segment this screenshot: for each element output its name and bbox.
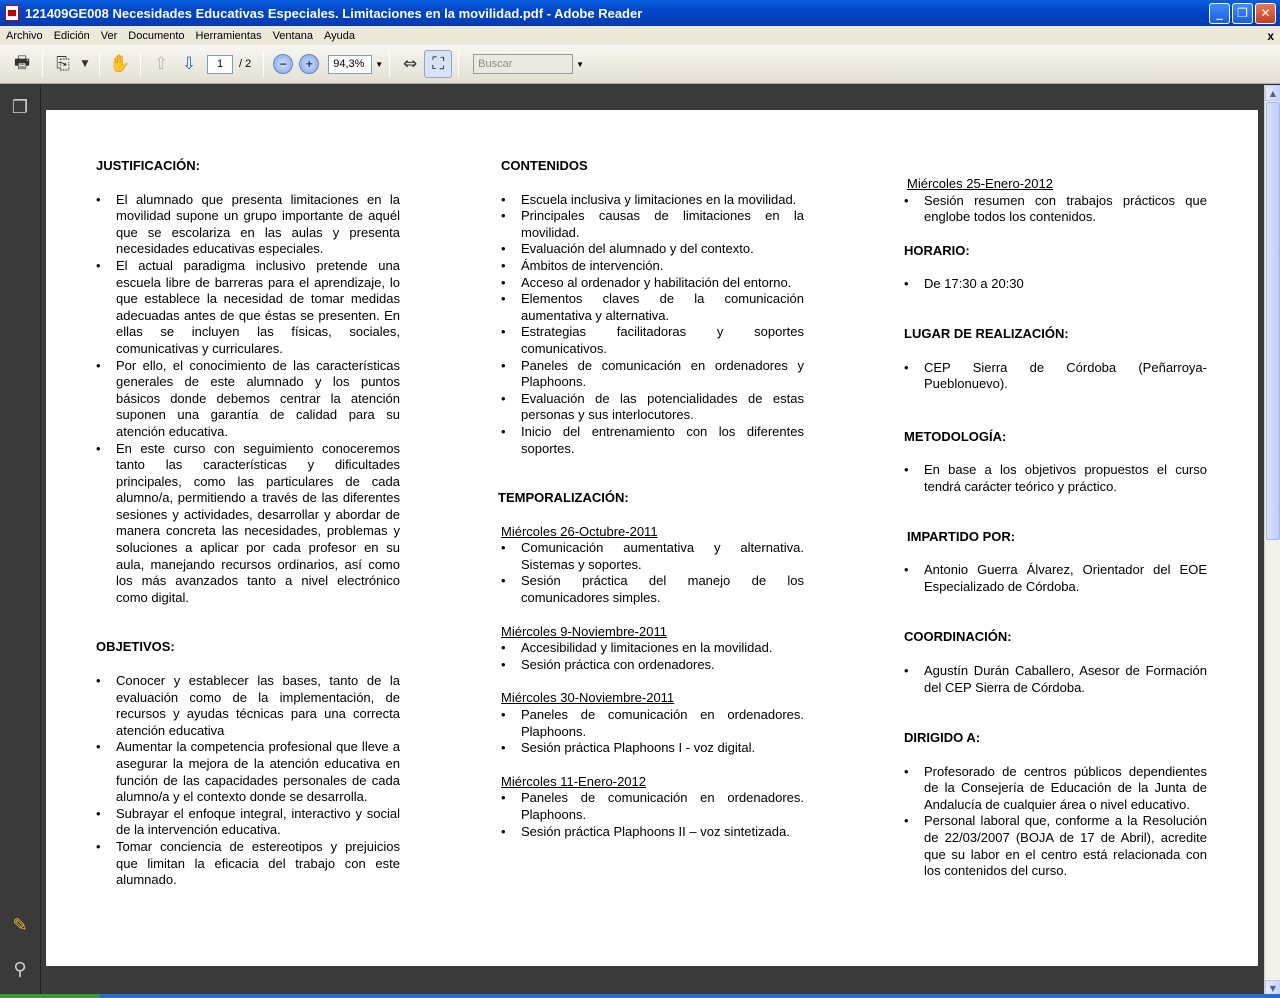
list-item: • Acceso al ordenador y habilitación del entorno. — [501, 275, 804, 292]
navigation-pane — [0, 85, 41, 998]
document-viewer[interactable] — [41, 85, 1264, 998]
menu-ayuda[interactable]: Ayuda — [323, 29, 355, 42]
search-input[interactable]: Buscar — [473, 54, 573, 74]
title-bar — [0, 0, 1280, 26]
heading-coordinacion: COORDINACIÓN: — [904, 629, 1012, 645]
list-item: • Accesibilidad y limitaciones en la movilidad. — [501, 640, 804, 657]
hand-tool-icon: ✋ — [109, 54, 131, 74]
session-list — [501, 707, 804, 757]
list-item: • Profesorado de centros públicos dependientes de la Consejería de Educación de la Junta de Andalucía de cualquier área o nivel educativo. — [904, 764, 1207, 814]
menu-edicion[interactable]: Edición — [53, 29, 90, 42]
toolbar-separator — [140, 51, 141, 77]
session-date: Miércoles 9-Noviembre-2011 — [501, 623, 667, 639]
close-button[interactable]: ✕ — [1255, 3, 1276, 24]
list-item: • Escuela inclusiva y limitaciones en la movilidad. — [501, 192, 804, 209]
objetivos-list — [96, 673, 400, 889]
vertical-scrollbar[interactable] — [1264, 85, 1280, 998]
list-item: • Sesión resumen con trabajos prácticos que englobe todos los contenidos. — [904, 193, 1207, 226]
lugar-text: • CEP Sierra de Córdoba (Peñarroya-Pueblonuevo). — [904, 360, 1207, 393]
session-list — [501, 640, 804, 673]
fit-page-icon[interactable]: ⛶ — [424, 50, 452, 78]
list-item: • Evaluación del alumnado y del contexto. — [501, 241, 804, 258]
fit-width-icon[interactable]: ⇔ — [403, 54, 418, 74]
comments-icon[interactable]: ✎ — [12, 915, 28, 936]
list-item: • Estrategias facilitadoras y soportes comunicativos. — [501, 324, 804, 357]
previous-page-icon[interactable]: ⇧ — [153, 54, 169, 74]
toolbar-separator — [263, 51, 264, 77]
dirigido-list — [904, 764, 1207, 880]
toolbar-separator — [99, 51, 100, 77]
search-dropdown-icon[interactable]: ▼ — [576, 59, 585, 69]
session-list — [501, 790, 804, 840]
justificacion-list — [96, 192, 400, 607]
menu-documento[interactable]: Documento — [128, 29, 185, 42]
list-item: • Elementos claves de la comunicación aumentativa y alternativa. — [501, 291, 804, 324]
heading-temporalizacion: TEMPORALIZACIÓN: — [498, 490, 629, 506]
menu-herramientas[interactable]: Herramientas — [195, 29, 262, 42]
list-item: • Subrayar el enfoque integral, interactivo y social de la intervención educativa. — [96, 806, 400, 839]
list-item: • Personal laboral que, conforme a la Resolución de 22/03/2007 (BOJA de 17 de Abril), acredite que su labor en el centro está relacionada con los contenidos del curso. — [904, 813, 1207, 879]
menu-archivo[interactable]: Archivo — [6, 29, 43, 42]
session-list — [501, 540, 804, 606]
list-item: • Paneles de comunicación en ordenadores. Plaphoons. — [501, 707, 804, 740]
scroll-down-icon[interactable]: ▼ — [1265, 980, 1280, 996]
zoom-dropdown-icon[interactable]: ▼ — [375, 59, 384, 69]
pdf-icon — [5, 5, 19, 21]
menu-ver[interactable]: Ver — [100, 29, 118, 42]
heading-lugar: LUGAR DE REALIZACIÓN: — [904, 325, 1069, 341]
heading-justificacion: JUSTIFICACIÓN: — [96, 158, 200, 173]
zoom-out-icon[interactable]: − — [273, 54, 293, 74]
session-date: Miércoles 30-Noviembre-2011 — [501, 690, 675, 706]
zoom-input[interactable]: 94,3% — [328, 55, 372, 74]
toolbar-separator — [389, 51, 390, 77]
list-item: • Sesión práctica del manejo de los comunicadores simples. — [501, 573, 804, 606]
share-icon[interactable]: ⎘ — [56, 54, 70, 74]
window-title: 121409GE008 Necesidades Educativas Especiales. Limitaciones en la movilidad.pdf - Adobe Reader — [25, 5, 643, 21]
list-item: • Paneles de comunicación en ordenadores. Plaphoons. — [501, 790, 804, 823]
session-date: Miércoles 25-Enero-2012 — [907, 176, 1053, 191]
list-item: • Principales causas de limitaciones en la movilidad. — [501, 208, 804, 241]
document-close-button[interactable]: x — [1267, 28, 1274, 43]
session-date: Miércoles 26-Octubre-2011 — [501, 523, 658, 539]
zoom-in-icon[interactable]: + — [299, 54, 319, 74]
heading-objetivos: OBJETIVOS: — [96, 639, 175, 655]
list-item: • Evaluación de las potencialidades de estas personas y sus interlocutores. — [501, 391, 804, 424]
list-item: • En este curso con seguimiento conoceremos tanto las características y dificultades principales, como las particulares de cada alumno/a, permitiendo a través de las diferentes sesiones y actividades, desarrollar y abordar de manera concreta las necesidades, problemas y soluciones a aplicar por cada profesor en su aula, manejando recursos ordinarios, así como los más avanzados tanto a nivel electrónico como digital. — [96, 441, 400, 607]
toolbar — [0, 45, 1280, 84]
session-list — [904, 193, 1207, 226]
pdf-page — [46, 110, 1258, 966]
heading-dirigido: DIRIGIDO A: — [904, 730, 981, 746]
heading-horario: HORARIO: — [904, 242, 970, 258]
list-item: • Ámbitos de intervención. — [501, 258, 804, 275]
attachments-icon[interactable]: ⚲ — [13, 959, 27, 980]
list-item: • Paneles de comunicación en ordenadores y Plaphoons. — [501, 358, 804, 391]
next-page-icon[interactable]: ⇩ — [181, 54, 197, 74]
chevron-down-icon[interactable]: ▼ — [81, 59, 89, 69]
toolbar-separator — [42, 51, 43, 77]
scroll-up-icon[interactable]: ▲ — [1265, 85, 1280, 101]
menu-bar — [0, 26, 1280, 45]
list-item: • Sesión práctica Plaphoons I - voz digital. — [501, 740, 804, 757]
list-item: • Por ello, el conocimiento de las características generales de este alumnado y los puntos básicos donde debemos centrar la atención suponen una garantía de calidad para su atención educativa. — [96, 358, 400, 441]
page-number-input[interactable]: 1 — [207, 55, 233, 74]
scrollbar-thumb[interactable] — [1266, 102, 1280, 540]
list-item: • El alumnado que presenta limitaciones en la movilidad supone un grupo importante de aquél que se escolariza en las aulas y presenta necesidades educativas especiales. — [96, 192, 400, 258]
list-item: • Sesión práctica con ordenadores. — [501, 657, 804, 674]
pages-icon[interactable]: ❐ — [11, 97, 29, 118]
list-item: • Aumentar la competencia profesional que lleve a asegurar la mejora de la atención educativa en función de las capacidades personales de cada alumno/a y el contexto donde se desarrolla. — [96, 739, 400, 805]
minimize-button[interactable]: _ — [1209, 3, 1230, 24]
taskbar-strip — [0, 994, 1280, 998]
maximize-button[interactable]: ❐ — [1232, 3, 1253, 24]
coordinacion-text: • Agustín Durán Caballero, Asesor de Formación del CEP Sierra de Córdoba. — [904, 663, 1207, 696]
impartido-text: • Antonio Guerra Álvarez, Orientador del EOE Especializado de Córdoba. — [904, 562, 1207, 595]
list-item: • Tomar conciencia de estereotipos y prejuicios que limitan la eficacia del trabajo con este alumnado. — [96, 839, 400, 889]
heading-metodologia: METODOLOGÍA: — [904, 428, 1007, 444]
list-item: • Sesión práctica Plaphoons II – voz sintetizada. — [501, 824, 804, 841]
heading-contenidos: CONTENIDOS — [501, 158, 588, 173]
list-item: • Comunicación aumentativa y alternativa. Sistemas y soportes. — [501, 540, 804, 573]
toolbar-separator — [458, 51, 459, 77]
contenidos-list — [501, 192, 804, 458]
session-date: Miércoles 11-Enero-2012 — [501, 773, 646, 789]
metodologia-text: • En base a los objetivos propuestos el curso tendrá carácter teórico y práctico. — [904, 462, 1207, 495]
list-item: • Conocer y establecer las bases, tanto de la evaluación como de la implementación, de recursos y ayudas técnicas para una correcta atención educativa — [96, 673, 400, 739]
column-middle — [498, 158, 804, 840]
horario-text: • De 17:30 a 20:30 — [904, 276, 1207, 293]
page-total: / 2 — [239, 58, 252, 70]
menu-ventana[interactable]: Ventana — [272, 29, 313, 42]
list-item: • Inicio del entrenamiento con los diferentes soportes. — [501, 424, 804, 457]
column-left — [96, 158, 400, 889]
print-icon[interactable]: 🖶 — [13, 52, 31, 73]
column-right — [904, 176, 1207, 880]
list-item: • El actual paradigma inclusivo pretende una escuela libre de barreras para el aprendizaje, lo que establece la necesidad de tomar medidas adecuadas antes de que éstas se presenten. En ellas se incluyen las físicas, sociales, comunicativas y curriculares. — [96, 258, 400, 358]
heading-impartido: IMPARTIDO POR: — [907, 528, 1016, 544]
